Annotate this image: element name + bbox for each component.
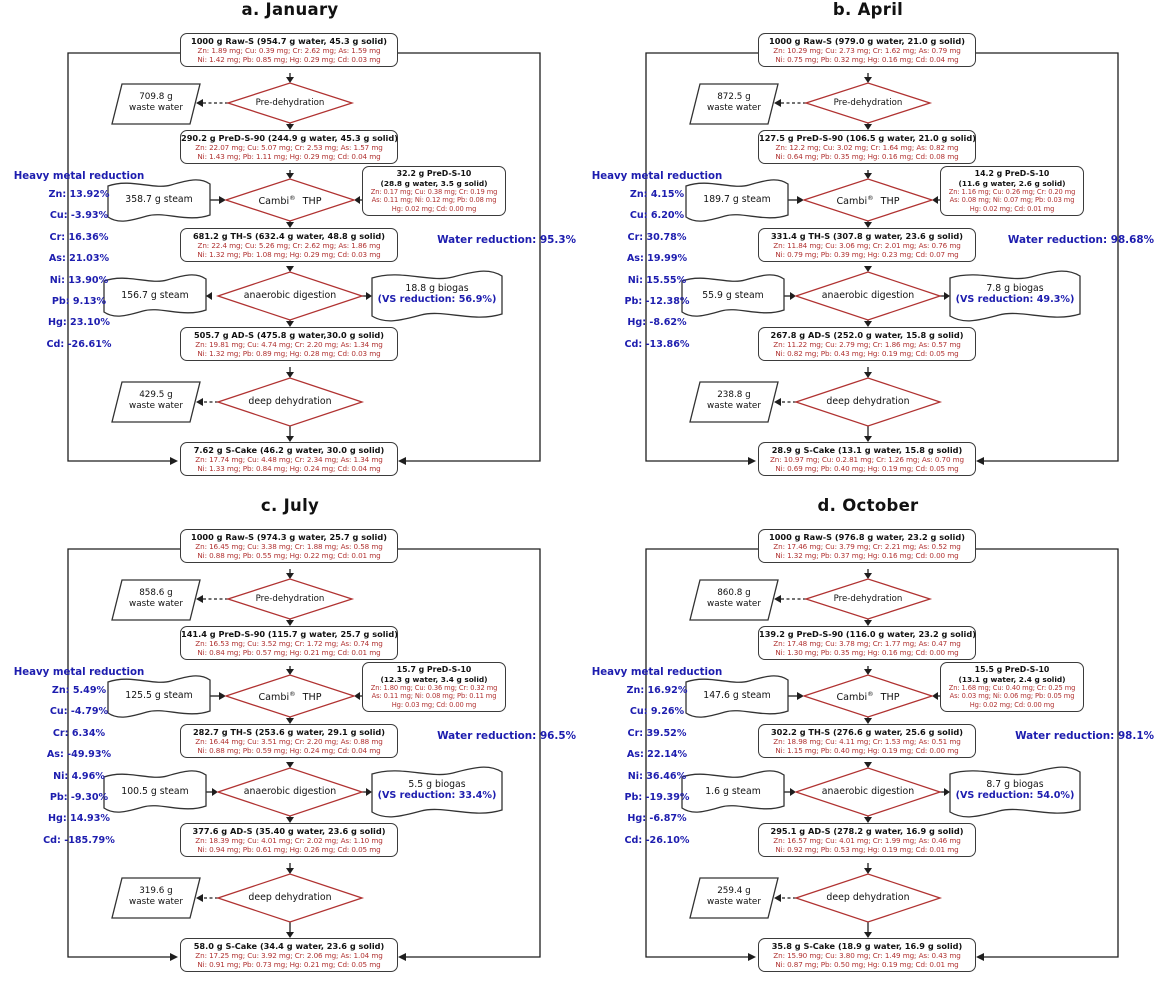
biogas-amount: 7.8 g biogas [986, 283, 1044, 294]
metals-line: Zn: 1.16 mg; Cu: 0.26 mg; Cr: 0.20 mg [948, 187, 1076, 196]
box-title: 35.8 g S-Cake (18.9 g water, 16.9 g solid) [771, 941, 963, 951]
anaerobic-digestion-label: anaerobic digestion [821, 290, 915, 301]
heavy-metal-item: Pb: -12.38% [624, 296, 690, 308]
heavy-metal-item: Cd: -26.61% [46, 338, 112, 350]
raw-s-box [758, 33, 976, 67]
deep-dehydration-label: deep dehydration [248, 892, 332, 903]
metals-line: Zn: 17.48 mg; Cu: 3.78 mg; Cr: 1.77 mg; As: 0.47 mg [773, 639, 961, 648]
metals-line: Hg: 0.02 mg; Cd: 0.01 mg [969, 204, 1055, 213]
metals-line: Zn: 1.80 mg; Cu: 0.36 mg; Cr: 0.32 mg [370, 683, 498, 692]
panel-title: a. January [241, 0, 339, 19]
metals-line: As: 0.11 mg; Ni: 0.12 mg; Pb: 0.08 mg [371, 196, 497, 204]
heavy-metal-reduction-list [578, 666, 736, 851]
th-s-box [180, 228, 398, 262]
waste-amount: 319.6 g [139, 886, 173, 896]
waste-water-label [690, 886, 778, 907]
metals-line: Zn: 1.68 mg; Cu: 0.40 mg; Cr: 0.25 mg [948, 683, 1076, 692]
biogas-amount: 18.8 g biogas [405, 283, 469, 294]
registered-mark: ® [289, 194, 296, 202]
metals-line: Zn: 18.98 mg; Cu: 4.11 mg; Cr: 1.53 mg; As: 0.51 mg [773, 737, 961, 746]
box-title: 141.4 g PreD-S-90 (115.7 g water, 25.7 g solid) [181, 629, 398, 639]
metals-line: Ni: 0.88 mg; Pb: 0.59 mg; Hg: 0.24 mg; Cd: 0.04 mg [197, 746, 381, 755]
water-reduction-label: Water reduction: 98.68% [1007, 234, 1154, 246]
box-title: 302.2 g TH-S (276.6 g water, 25.6 g solid) [770, 727, 964, 737]
heavy-metal-item: Hg: 14.93% [47, 813, 111, 825]
heavy-metal-item: Ni: 4.96% [53, 770, 105, 782]
box-title: 331.4 g TH-S (307.8 g water, 23.6 g solid) [770, 231, 964, 241]
cambi-thp-label [226, 690, 354, 703]
cambi-brand: Cambi [836, 692, 868, 704]
metals-line: Ni: 1.32 mg; Pb: 0.37 mg; Hg: 0.16 mg; Cd: 0.00 mg [775, 551, 959, 560]
th-s-box [758, 724, 976, 758]
heavy-metal-item: Cd: -26.10% [624, 834, 690, 846]
metals-line: Ni: 1.43 mg; Pb: 1.11 mg; Hg: 0.29 mg; Cd: 0.04 mg [197, 152, 381, 161]
biogas-amount: 8.7 g biogas [986, 779, 1044, 790]
metals-line: Ni: 0.94 mg; Pb: 0.61 mg; Hg: 0.26 mg; Cd: 0.05 mg [197, 845, 381, 854]
heavy-metal-reduction-list [0, 666, 158, 851]
heavy-metal-item: Cu: 9.26% [629, 706, 685, 718]
box-title: 295.1 g AD-S (278.2 g water, 16.9 g solid) [770, 826, 964, 836]
heavy-metal-item: Cu: -4.79% [49, 706, 109, 718]
metals-line: Zn: 17.74 mg; Cu: 4.48 mg; Cr: 2.34 mg; As: 1.34 mg [195, 455, 383, 464]
metals-line: As: 0.08 mg; Ni: 0.07 mg; Pb: 0.03 mg [949, 196, 1075, 204]
cambi-thp-label [804, 194, 932, 207]
box-title: 7.62 g S-Cake (46.2 g water, 30.0 g solid) [193, 445, 385, 455]
vs-reduction: (VS reduction: 56.9%) [377, 294, 497, 305]
th-s-box [180, 724, 398, 758]
heavy-metal-item: Pb: -19.39% [624, 792, 690, 804]
metals-line: Ni: 1.42 mg; Pb: 0.85 mg; Hg: 0.29 mg; Cd: 0.03 mg [197, 55, 381, 64]
steam-input-label: 358.7 g steam [125, 194, 193, 205]
waste-text: waste water [129, 400, 183, 411]
waste-text: waste water [707, 102, 761, 113]
heavy-metal-item: Zn: 5.49% [51, 685, 107, 696]
vs-reduction: (VS reduction: 33.4%) [377, 790, 497, 801]
waste-water-label [690, 588, 778, 609]
heavy-metal-reduction-list [578, 170, 736, 355]
thp-text: THP [302, 196, 322, 208]
heavy-metal-item: Hg: -8.62% [627, 317, 687, 329]
box-subtitle: (13.1 g water, 2.4 g solid) [958, 674, 1066, 684]
anaerobic-digestion-label: anaerobic digestion [243, 290, 337, 301]
waste-text: waste water [707, 896, 761, 907]
heavy-metal-item: Zn: 13.92% [48, 189, 110, 200]
heavy-metal-item: As: 21.03% [48, 253, 110, 265]
raw-s-box [758, 529, 976, 563]
metals-line: Ni: 0.82 mg; Pb: 0.43 mg; Hg: 0.19 mg; Cd: 0.05 mg [775, 349, 959, 358]
pred-s-90-box [180, 626, 398, 660]
biogas-label [368, 779, 506, 802]
steam-input-label: 125.5 g steam [125, 690, 193, 701]
box-subtitle: (28.8 g water, 3.5 g solid) [380, 178, 488, 188]
box-title: 32.2 g PreD-S-10 [396, 169, 472, 178]
waste-amount: 858.6 g [139, 588, 173, 598]
box-title: 290.2 g PreD-S-90 (244.9 g water, 45.3 g solid) [181, 133, 398, 143]
heavy-metal-item: Ni: 36.46% [627, 770, 687, 782]
steam-label: 100.5 g steam [121, 786, 189, 797]
box-title: 1000 g Raw-S (976.8 g water, 23.2 g solid) [769, 532, 965, 542]
heavy-metal-heading: Heavy metal reduction [13, 667, 145, 678]
waste-text: waste water [129, 896, 183, 907]
panel-title: d. October [817, 496, 919, 515]
water-reduction-label: Water reduction: 98.1% [1015, 730, 1154, 742]
registered-mark: ® [867, 690, 874, 698]
metals-line: Zn: 11.84 mg; Cu: 3.06 mg; Cr: 2.01 mg; As: 0.76 mg [773, 241, 961, 250]
heavy-metal-heading: Heavy metal reduction [591, 171, 723, 182]
th-s-box [758, 228, 976, 262]
month-panel [0, 0, 578, 496]
pre-dehydration-label: Pre-dehydration [255, 98, 325, 108]
anaerobic-digestion-label: anaerobic digestion [821, 786, 915, 797]
s-cake-box [758, 442, 976, 476]
deep-dehydration-label: deep dehydration [826, 396, 910, 407]
deep-dehydration-label: deep dehydration [826, 892, 910, 903]
pred-s-90-box [758, 130, 976, 164]
box-title: 267.8 g AD-S (252.0 g water, 15.8 g solid) [770, 330, 964, 340]
box-title: 15.5 g PreD-S-10 [974, 665, 1050, 674]
steam-label: 1.6 g steam [705, 786, 761, 797]
waste-text: waste water [707, 400, 761, 411]
pred-s-10-box [940, 662, 1084, 712]
metals-line: Zn: 0.17 mg; Cu: 0.38 mg; Cr: 0.19 mg [370, 187, 498, 196]
waste-amount: 872.5 g [717, 92, 751, 102]
metals-line: Ni: 0.87 mg; Pb: 0.50 mg; Hg: 0.19 mg; Cd: 0.01 mg [775, 960, 959, 969]
metals-line: Zn: 1.89 mg; Cu: 0.39 mg; Cr: 2.62 mg; As: 1.59 mg [197, 46, 381, 55]
ad-s-box [758, 823, 976, 857]
box-title: 1000 g Raw-S (954.7 g water, 45.3 g solid) [191, 36, 387, 46]
waste-water-label [112, 390, 200, 411]
cambi-brand: Cambi [258, 692, 290, 704]
heavy-metal-item: As: 19.99% [626, 253, 688, 265]
pred-s-90-box [758, 626, 976, 660]
box-title: 377.6 g AD-S (35.40 g water, 23.6 g solid) [192, 826, 386, 836]
metals-line: Ni: 0.91 mg; Pb: 0.73 mg; Hg: 0.21 mg; Cd: 0.05 mg [197, 960, 381, 969]
box-title: 282.7 g TH-S (253.6 g water, 29.1 g solid) [192, 727, 386, 737]
raw-s-box [180, 33, 398, 67]
registered-mark: ® [289, 690, 296, 698]
metals-line: Ni: 0.92 mg; Pb: 0.53 mg; Hg: 0.19 mg; Cd: 0.01 mg [775, 845, 959, 854]
metals-line: Zn: 22.07 mg; Cu: 5.07 mg; Cr: 2.53 mg; As: 1.57 mg [195, 143, 383, 152]
box-title: 127.5 g PreD-S-90 (106.5 g water, 21.0 g solid) [759, 133, 976, 143]
metals-line: Zn: 16.53 mg; Cu: 3.52 mg; Cr: 1.72 mg; As: 0.74 mg [195, 639, 383, 648]
deep-dehydration-label: deep dehydration [248, 396, 332, 407]
metals-line: Ni: 1.32 mg; Pb: 1.08 mg; Hg: 0.29 mg; Cd: 0.03 mg [197, 250, 381, 259]
cambi-brand: Cambi [258, 196, 290, 208]
pred-s-10-box [362, 662, 506, 712]
ad-s-box [180, 327, 398, 361]
heavy-metal-item: Cu: 6.20% [629, 210, 685, 222]
waste-amount: 238.8 g [717, 390, 751, 400]
metals-line: Ni: 1.30 mg; Pb: 0.35 mg; Hg: 0.16 mg; Cd: 0.00 mg [775, 648, 959, 657]
box-subtitle: (11.6 g water, 2.6 g solid) [958, 178, 1066, 188]
metals-line: Ni: 0.64 mg; Pb: 0.35 mg; Hg: 0.16 mg; Cd: 0.08 mg [775, 152, 959, 161]
thp-text: THP [880, 196, 900, 208]
heavy-metal-item: Ni: 15.55% [627, 274, 687, 286]
month-panel [0, 496, 578, 992]
box-title: 139.2 g PreD-S-90 (116.0 g water, 23.2 g solid) [759, 629, 976, 639]
pred-s-90-box [180, 130, 398, 164]
metals-line: Zn: 22.4 mg; Cu: 5.26 mg; Cr: 2.62 mg; As: 1.86 mg [197, 241, 381, 250]
heavy-metal-item: As: -49.93% [46, 749, 112, 761]
ad-s-box [758, 327, 976, 361]
cambi-thp-label [226, 194, 354, 207]
heavy-metal-item: Hg: -6.87% [627, 813, 687, 825]
vs-reduction: (VS reduction: 49.3%) [955, 294, 1075, 305]
waste-text: waste water [707, 598, 761, 609]
pred-s-10-box [940, 166, 1084, 216]
biogas-label [946, 283, 1084, 306]
waste-water-label [112, 886, 200, 907]
metals-line: Zn: 16.57 mg; Cu: 4.01 mg; Cr: 1.99 mg; As: 0.46 mg [773, 836, 961, 845]
box-title: 505.7 g AD-S (475.8 g water,30.0 g solid) [193, 330, 385, 340]
metals-line: Zn: 17.25 mg; Cu: 3.92 mg; Cr: 2.06 mg; As: 1.04 mg [195, 951, 383, 960]
panel-title: c. July [260, 496, 320, 515]
heavy-metal-item: Cu: -3.93% [49, 210, 109, 222]
waste-text: waste water [129, 598, 183, 609]
waste-amount: 429.5 g [139, 390, 173, 400]
metals-line: Zn: 10.29 mg; Cu: 2.73 mg; Cr: 1.62 mg; As: 0.79 mg [773, 46, 961, 55]
pred-s-10-box [362, 166, 506, 216]
raw-s-box [180, 529, 398, 563]
cambi-thp-label [804, 690, 932, 703]
vs-reduction: (VS reduction: 54.0%) [955, 790, 1075, 801]
panel-title: b. April [832, 0, 904, 19]
biogas-label [946, 779, 1084, 802]
metals-line: As: 0.03 mg; Ni: 0.06 mg; Pb: 0.05 mg [949, 692, 1075, 700]
water-reduction-label: Water reduction: 96.5% [437, 730, 576, 742]
heavy-metal-item: Cr: 6.34% [52, 727, 106, 739]
heavy-metal-item: Cr: 16.36% [49, 231, 109, 243]
metals-line: Zn: 16.44 mg; Cu: 3.51 mg; Cr: 2.20 mg; As: 0.88 mg [195, 737, 383, 746]
pre-dehydration-label: Pre-dehydration [255, 594, 325, 604]
metals-line: Ni: 0.88 mg; Pb: 0.55 mg; Hg: 0.22 mg; Cd: 0.01 mg [197, 551, 381, 560]
box-title: 58.0 g S-Cake (34.4 g water, 23.6 g solid) [193, 941, 385, 951]
box-title: 28.9 g S-Cake (13.1 g water, 15.8 g solid) [771, 445, 963, 455]
waste-water-label [690, 390, 778, 411]
heavy-metal-item: Cd: -13.86% [624, 338, 690, 350]
s-cake-box [180, 938, 398, 972]
metals-line: Zn: 19.81 mg; Cu: 4.74 mg; Cr: 2.20 mg; As: 1.34 mg [195, 340, 383, 349]
waste-water-label [690, 92, 778, 113]
metals-line: Zn: 16.45 mg; Cu: 3.38 mg; Cr: 1.88 mg; As: 0.58 mg [195, 542, 383, 551]
heavy-metal-heading: Heavy metal reduction [13, 171, 145, 182]
heavy-metal-reduction-list [0, 170, 158, 355]
steam-input-label: 147.6 g steam [703, 690, 771, 701]
heavy-metal-item: Zn: 16.92% [626, 685, 688, 696]
waste-amount: 860.8 g [717, 588, 751, 598]
metals-line: Ni: 1.15 mg; Pb: 0.40 mg; Hg: 0.19 mg; Cd: 0.00 mg [775, 746, 959, 755]
waste-text: waste water [129, 102, 183, 113]
waste-water-label [112, 588, 200, 609]
metals-line: Ni: 0.69 mg; Pb: 0.40 mg; Hg: 0.19 mg; Cd: 0.05 mg [775, 464, 959, 473]
box-title: 15.7 g PreD-S-10 [396, 665, 472, 674]
registered-mark: ® [867, 194, 874, 202]
waste-amount: 259.4 g [717, 886, 751, 896]
metals-line: Ni: 0.84 mg; Pb: 0.57 mg; Hg: 0.21 mg; Cd: 0.01 mg [197, 648, 381, 657]
s-cake-box [180, 442, 398, 476]
heavy-metal-item: Zn: 4.15% [629, 189, 685, 200]
anaerobic-digestion-label: anaerobic digestion [243, 786, 337, 797]
metals-line: Zn: 15.90 mg; Cu: 3.80 mg; Cr: 1.49 mg; As: 0.43 mg [773, 951, 961, 960]
steam-label: 156.7 g steam [121, 290, 189, 301]
pre-dehydration-label: Pre-dehydration [833, 98, 903, 108]
heavy-metal-item: Pb: -9.30% [49, 792, 109, 804]
heavy-metal-item: Hg: 23.10% [47, 317, 111, 329]
steam-input-label: 189.7 g steam [703, 194, 771, 205]
box-title: 1000 g Raw-S (974.3 g water, 25.7 g solid) [191, 532, 387, 542]
month-panel [578, 0, 1156, 496]
metals-line: Zn: 18.39 mg; Cu: 4.01 mg; Cr: 2.02 mg; As: 1.10 mg [195, 836, 383, 845]
ad-s-box [180, 823, 398, 857]
heavy-metal-item: Pb: 9.13% [51, 296, 107, 308]
metals-line: Ni: 0.75 mg; Pb: 0.32 mg; Hg: 0.16 mg; Cd: 0.04 mg [775, 55, 959, 64]
month-panel [578, 496, 1156, 992]
thp-text: THP [302, 692, 322, 704]
heavy-metal-item: Cr: 30.78% [627, 231, 687, 243]
box-title: 681.2 g TH-S (632.4 g water, 48.8 g solid) [192, 231, 386, 241]
box-subtitle: (12.3 g water, 3.4 g solid) [380, 674, 488, 684]
metals-line: Zn: 17.46 mg; Cu: 3.79 mg; Cr: 2.21 mg; As: 0.52 mg [773, 542, 961, 551]
thp-text: THP [880, 692, 900, 704]
biogas-label [368, 283, 506, 306]
steam-label: 55.9 g steam [702, 290, 764, 301]
water-reduction-label: Water reduction: 95.3% [437, 234, 576, 246]
heavy-metal-heading: Heavy metal reduction [591, 667, 723, 678]
heavy-metal-item: Cd: -185.79% [43, 834, 115, 846]
metals-line: Ni: 1.33 mg; Pb: 0.84 mg; Hg: 0.24 mg; Cd: 0.04 mg [197, 464, 381, 473]
metals-line: Zn: 12.2 mg; Cu: 3.02 mg; Cr: 1.64 mg; As: 0.82 mg [775, 143, 959, 152]
box-title: 1000 g Raw-S (979.0 g water, 21.0 g solid) [769, 36, 965, 46]
metals-line: As: 0.11 mg; Ni: 0.08 mg; Pb: 0.11 mg [371, 692, 497, 700]
metals-line: Ni: 1.32 mg; Pb: 0.89 mg; Hg: 0.28 mg; Cd: 0.03 mg [197, 349, 381, 358]
s-cake-box [758, 938, 976, 972]
cambi-brand: Cambi [836, 196, 868, 208]
metals-line: Zn: 11.22 mg; Cu: 2.79 mg; Cr: 1.86 mg; As: 0.57 mg [773, 340, 961, 349]
waste-amount: 709.8 g [139, 92, 173, 102]
heavy-metal-item: Cr: 39.52% [627, 727, 687, 739]
metals-line: Hg: 0.03 mg; Cd: 0.00 mg [391, 700, 477, 709]
heavy-metal-item: As: 22.14% [626, 749, 688, 761]
metals-line: Ni: 0.79 mg; Pb: 0.39 mg; Hg: 0.23 mg; Cd: 0.07 mg [775, 250, 959, 259]
box-title: 14.2 g PreD-S-10 [974, 169, 1050, 178]
biogas-amount: 5.5 g biogas [408, 779, 466, 790]
pre-dehydration-label: Pre-dehydration [833, 594, 903, 604]
heavy-metal-item: Ni: 13.90% [49, 274, 109, 286]
metals-line: Hg: 0.02 mg; Cd: 0.00 mg [969, 700, 1055, 709]
metals-line: Zn: 10.97 mg; Cu: 0.2.81 mg; Cr: 1.26 mg; As: 0.70 mg [769, 455, 965, 464]
waste-water-label [112, 92, 200, 113]
metals-line: Hg: 0.02 mg; Cd: 0.00 mg [391, 204, 477, 213]
